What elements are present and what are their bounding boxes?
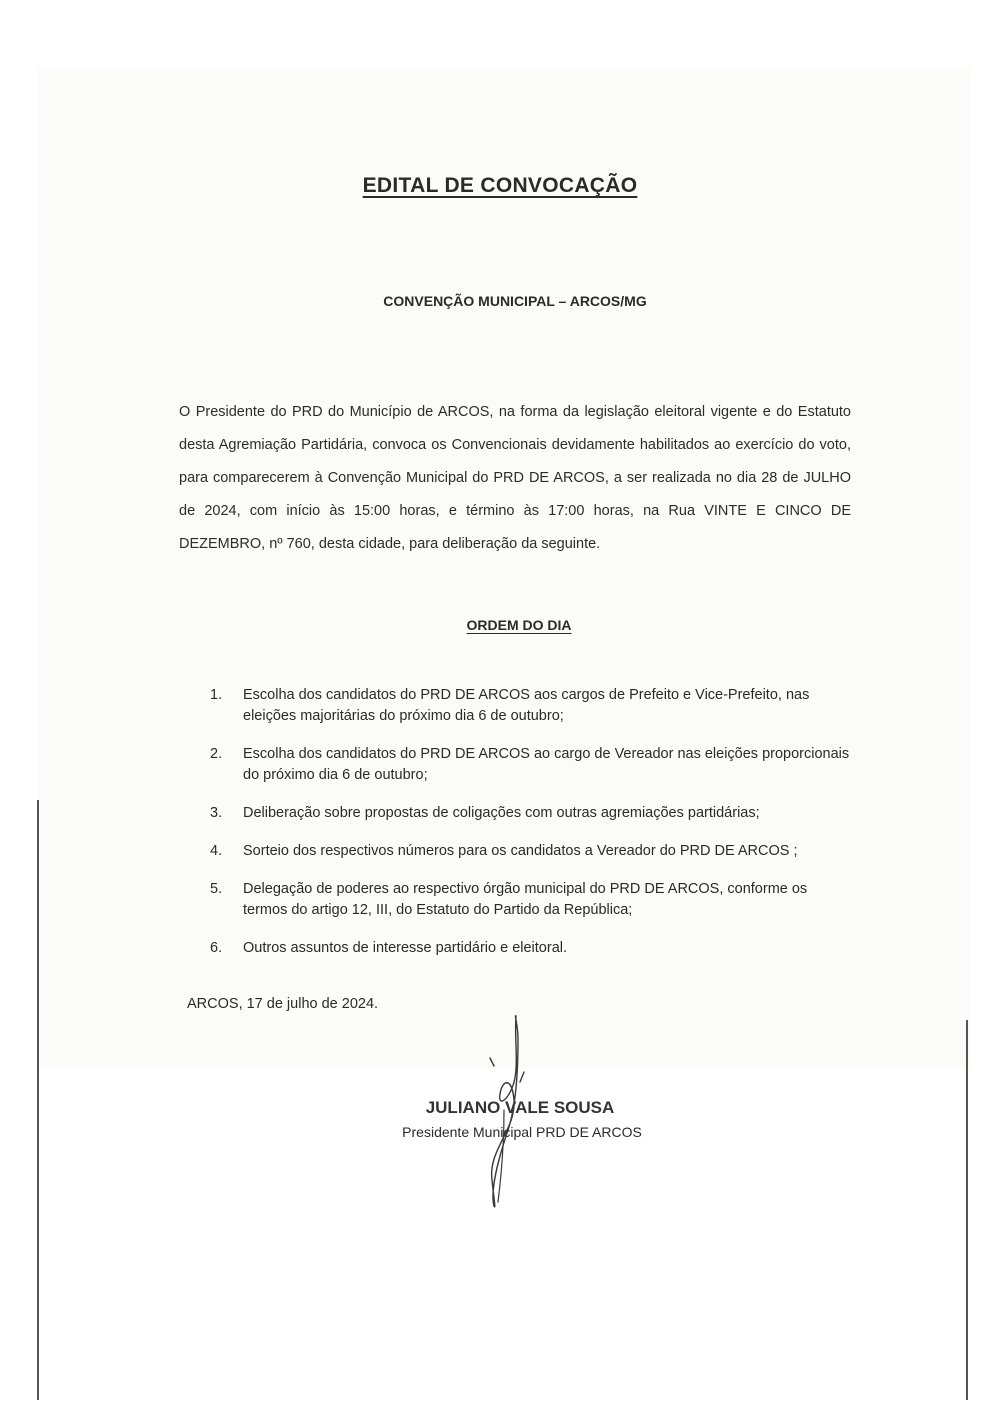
handwritten-signature xyxy=(468,1010,548,1220)
convocation-paragraph: O Presidente do PRD do Município de ARCOS, na forma da legislação eleitoral vigente e do Estatuto desta Agremiação Partidária, convoca os Convencionais devidamente habilitados ao exercício do voto, para comparecerem à Convenção Municipal do PRD DE ARCOS, a ser realizada no dia 28 de JULHO de 2024, com início às 15:00 horas, e término às 17:00 horas, na Rua VINTE E CINCO DE DEZEMBRO, nº 760, desta cidade, para deliberação da seguinte. xyxy=(179,404,851,552)
agenda-item-text: Sorteio dos respectivos números para os candidatos a Vereador do PRD DE ARCOS ; xyxy=(243,843,798,859)
agenda-item-number: 3. xyxy=(210,805,223,821)
agenda-item xyxy=(210,879,850,921)
agenda-item-text: Delegação de poderes ao respectivo órgão municipal do PRD DE ARCOS, conforme os termos do artigo 12, III, do Estatuto do Partido da República; xyxy=(243,881,808,918)
document-title xyxy=(0,174,1000,198)
agenda-item xyxy=(210,938,850,959)
agenda-item-text: Outros assuntos de interesse partidário e eleitoral. xyxy=(243,940,568,956)
agenda-item-text: Deliberação sobre propostas de coligações com outras agremiações partidárias; xyxy=(243,805,760,821)
agenda-item xyxy=(210,803,850,824)
page-edge-right xyxy=(966,1020,968,1400)
agenda-item xyxy=(210,685,850,727)
agenda-heading xyxy=(0,617,1000,633)
document-title-text: EDITAL DE CONVOCAÇÃO xyxy=(362,174,638,197)
agenda-item xyxy=(210,744,850,786)
agenda-item-text: Escolha dos candidatos do PRD DE ARCOS aos cargos de Prefeito e Vice-Prefeito, nas eleições majoritárias do próximo dia 6 de outubro; xyxy=(243,687,810,724)
agenda-item-number: 6. xyxy=(210,940,223,956)
agenda-item-number: 2. xyxy=(210,746,223,762)
agenda-item-number: 1. xyxy=(210,687,223,703)
agenda-item-number: 4. xyxy=(210,843,223,859)
agenda-item xyxy=(210,841,850,862)
signer-role: Presidente Municipal PRD DE ARCOS xyxy=(402,1124,642,1140)
agenda-item-text: Escolha dos candidatos do PRD DE ARCOS ao cargo de Vereador nas eleições proporcionais do próximo dia 6 de outubro; xyxy=(243,746,850,783)
place-and-date: ARCOS, 17 de julho de 2024. xyxy=(187,996,379,1012)
signer-name: JULIANO VALE SOUSA xyxy=(425,1098,615,1117)
agenda-heading-text: ORDEM DO DIA xyxy=(466,617,572,633)
agenda-list xyxy=(210,685,850,976)
agenda-item-number: 5. xyxy=(210,881,223,897)
document-subtitle: CONVENÇÃO MUNICIPAL – ARCOS/MG xyxy=(383,293,647,309)
